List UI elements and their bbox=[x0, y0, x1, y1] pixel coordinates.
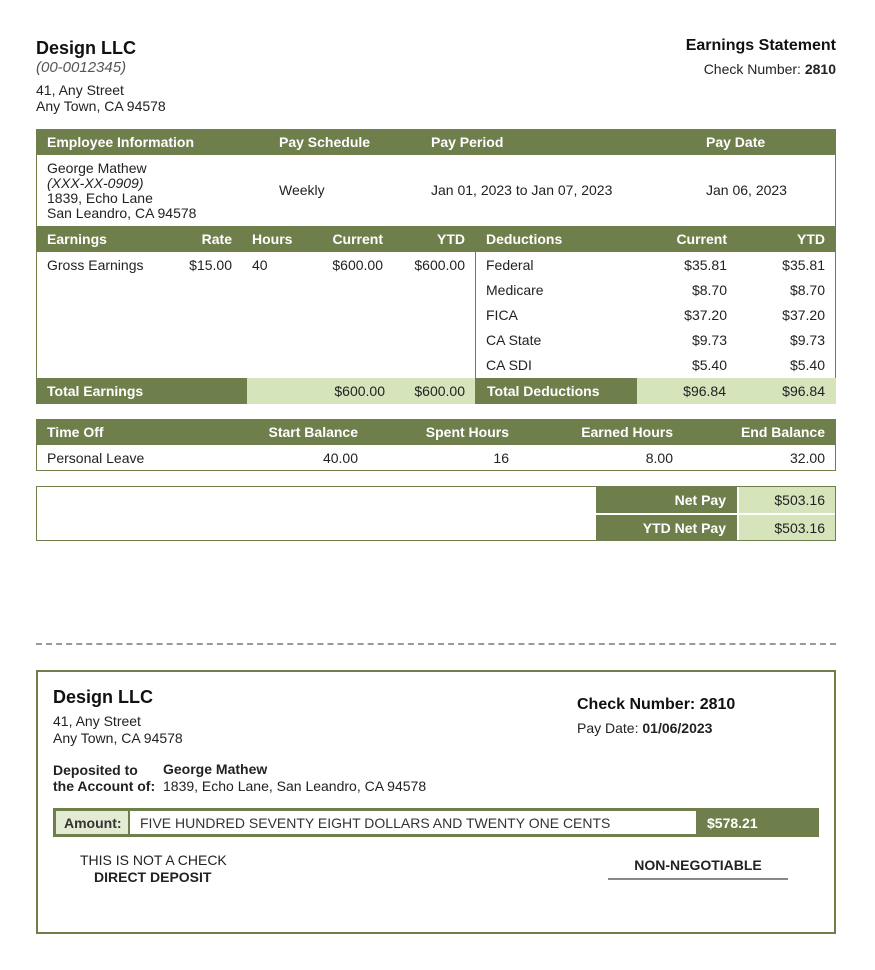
deduction-row-ytd: $5.40 bbox=[789, 357, 825, 373]
payee-name: George Mathew bbox=[163, 761, 268, 777]
net-pay-value: $503.16 bbox=[774, 492, 825, 508]
amount-value: $578.21 bbox=[707, 815, 758, 831]
company-ein: (00-0012345) bbox=[36, 59, 127, 76]
deposited-to-label-line2: the Account of: bbox=[53, 778, 156, 794]
time-off-row-name: Personal Leave bbox=[47, 450, 145, 466]
company-address-line2: Any Town, CA 94578 bbox=[36, 98, 166, 114]
amount-words: FIVE HUNDRED SEVENTY EIGHT DOLLARS AND TWENTY ONE CENTS bbox=[140, 815, 611, 831]
check-number-label: Check Number: bbox=[703, 61, 801, 77]
direct-deposit-note: DIRECT DEPOSIT bbox=[94, 869, 212, 885]
statement-title: Earnings Statement bbox=[685, 37, 836, 54]
deduction-row-name: Federal bbox=[486, 257, 534, 273]
payee-address: 1839, Echo Lane, San Leandro, CA 94578 bbox=[163, 778, 427, 794]
check-number-value: 2810 bbox=[804, 61, 836, 77]
deduction-row-name: Medicare bbox=[486, 282, 544, 298]
deposited-to-label-line1: Deposited to bbox=[53, 762, 138, 778]
time-off-row-end: 32.00 bbox=[789, 450, 825, 466]
earnings-row-rate: $15.00 bbox=[189, 257, 232, 273]
time-off-row-start: 40.00 bbox=[322, 450, 358, 466]
stub-pay-date bbox=[577, 720, 712, 736]
header-deductions: Deductions bbox=[486, 231, 563, 247]
company-name: Design LLC bbox=[36, 38, 137, 58]
pay-period-value: Jan 01, 2023 to Jan 07, 2023 bbox=[431, 182, 613, 198]
employee-address-line2: San Leandro, CA 94578 bbox=[47, 205, 197, 221]
header-pay-schedule: Pay Schedule bbox=[279, 134, 371, 150]
header-pay-date: Pay Date bbox=[706, 134, 766, 150]
amount-label: Amount: bbox=[64, 815, 122, 831]
total-earnings-current: $600.00 bbox=[334, 383, 385, 399]
stub-pay-date-label: Pay Date: bbox=[577, 720, 639, 736]
employee-ssn: (XXX-XX-0909) bbox=[47, 175, 144, 191]
time-off-row-earned: 8.00 bbox=[645, 450, 673, 466]
company-address-line1: 41, Any Street bbox=[36, 82, 124, 98]
non-negotiable-label: NON-NEGOTIABLE bbox=[634, 857, 762, 873]
pay-date-value: Jan 06, 2023 bbox=[706, 182, 787, 198]
ytd-net-pay-value: $503.16 bbox=[774, 520, 825, 536]
header-earned-hours: Earned Hours bbox=[581, 424, 673, 440]
ytd-net-pay-label: YTD Net Pay bbox=[642, 520, 726, 536]
header-rate: Rate bbox=[201, 231, 232, 247]
deduction-row-current: $8.70 bbox=[691, 282, 727, 298]
total-deductions-ytd: $96.84 bbox=[782, 383, 825, 399]
signature-line bbox=[608, 878, 788, 880]
earnings-row-current: $600.00 bbox=[332, 257, 383, 273]
net-pay-label: Net Pay bbox=[674, 492, 726, 508]
header-deductions-current: Current bbox=[676, 231, 727, 247]
perforation-line bbox=[36, 643, 836, 645]
stub-pay-date-value: 01/06/2023 bbox=[642, 720, 713, 736]
header-employee-information: Employee Information bbox=[47, 134, 195, 150]
earnings-row-hours: 40 bbox=[252, 257, 268, 273]
employee-name: George Mathew bbox=[47, 160, 147, 176]
header-spent-hours: Spent Hours bbox=[425, 424, 509, 440]
header-deductions-ytd: YTD bbox=[797, 231, 825, 247]
deduction-row-name: CA SDI bbox=[486, 357, 532, 373]
not-a-check-note: THIS IS NOT A CHECK bbox=[80, 852, 227, 868]
header-hours: Hours bbox=[252, 231, 293, 247]
header-earnings-ytd: YTD bbox=[437, 231, 465, 247]
stub-address-line2: Any Town, CA 94578 bbox=[53, 730, 183, 746]
header-start-balance: Start Balance bbox=[268, 424, 358, 440]
total-deductions-label: Total Deductions bbox=[487, 383, 600, 399]
deduction-row-name: FICA bbox=[486, 307, 518, 323]
deduction-row-current: $5.40 bbox=[691, 357, 727, 373]
earnings-row-ytd: $600.00 bbox=[414, 257, 465, 273]
deduction-row-current: $37.20 bbox=[684, 307, 727, 323]
stub-check-number-value: 2810 bbox=[699, 696, 736, 713]
earnings-row-name: Gross Earnings bbox=[47, 257, 144, 273]
header-earnings-current: Current bbox=[332, 231, 383, 247]
header-pay-period: Pay Period bbox=[431, 134, 504, 150]
pay-schedule-value: Weekly bbox=[279, 182, 325, 198]
deduction-row-current: $9.73 bbox=[691, 332, 727, 348]
stub-check-number bbox=[577, 696, 735, 714]
header-earnings: Earnings bbox=[47, 231, 107, 247]
deduction-row-ytd: $35.81 bbox=[782, 257, 825, 273]
time-off-row-spent: 16 bbox=[493, 450, 509, 466]
deduction-row-ytd: $37.20 bbox=[782, 307, 825, 323]
total-earnings-ytd: $600.00 bbox=[414, 383, 465, 399]
deduction-row-ytd: $9.73 bbox=[789, 332, 825, 348]
header-end-balance: End Balance bbox=[740, 424, 825, 440]
total-earnings-label: Total Earnings bbox=[47, 383, 144, 399]
deduction-row-current: $35.81 bbox=[684, 257, 727, 273]
stub-company-name: Design LLC bbox=[53, 687, 154, 707]
total-deductions-current: $96.84 bbox=[683, 383, 726, 399]
deduction-row-name: CA State bbox=[486, 332, 542, 348]
employee-address-line1: 1839, Echo Lane bbox=[47, 190, 153, 206]
statement-check-number bbox=[704, 61, 836, 77]
stub-address-line1: 41, Any Street bbox=[53, 713, 141, 729]
deduction-row-ytd: $8.70 bbox=[789, 282, 825, 298]
stub-check-number-label: Check Number: bbox=[577, 696, 696, 713]
header-time-off: Time Off bbox=[47, 424, 104, 440]
